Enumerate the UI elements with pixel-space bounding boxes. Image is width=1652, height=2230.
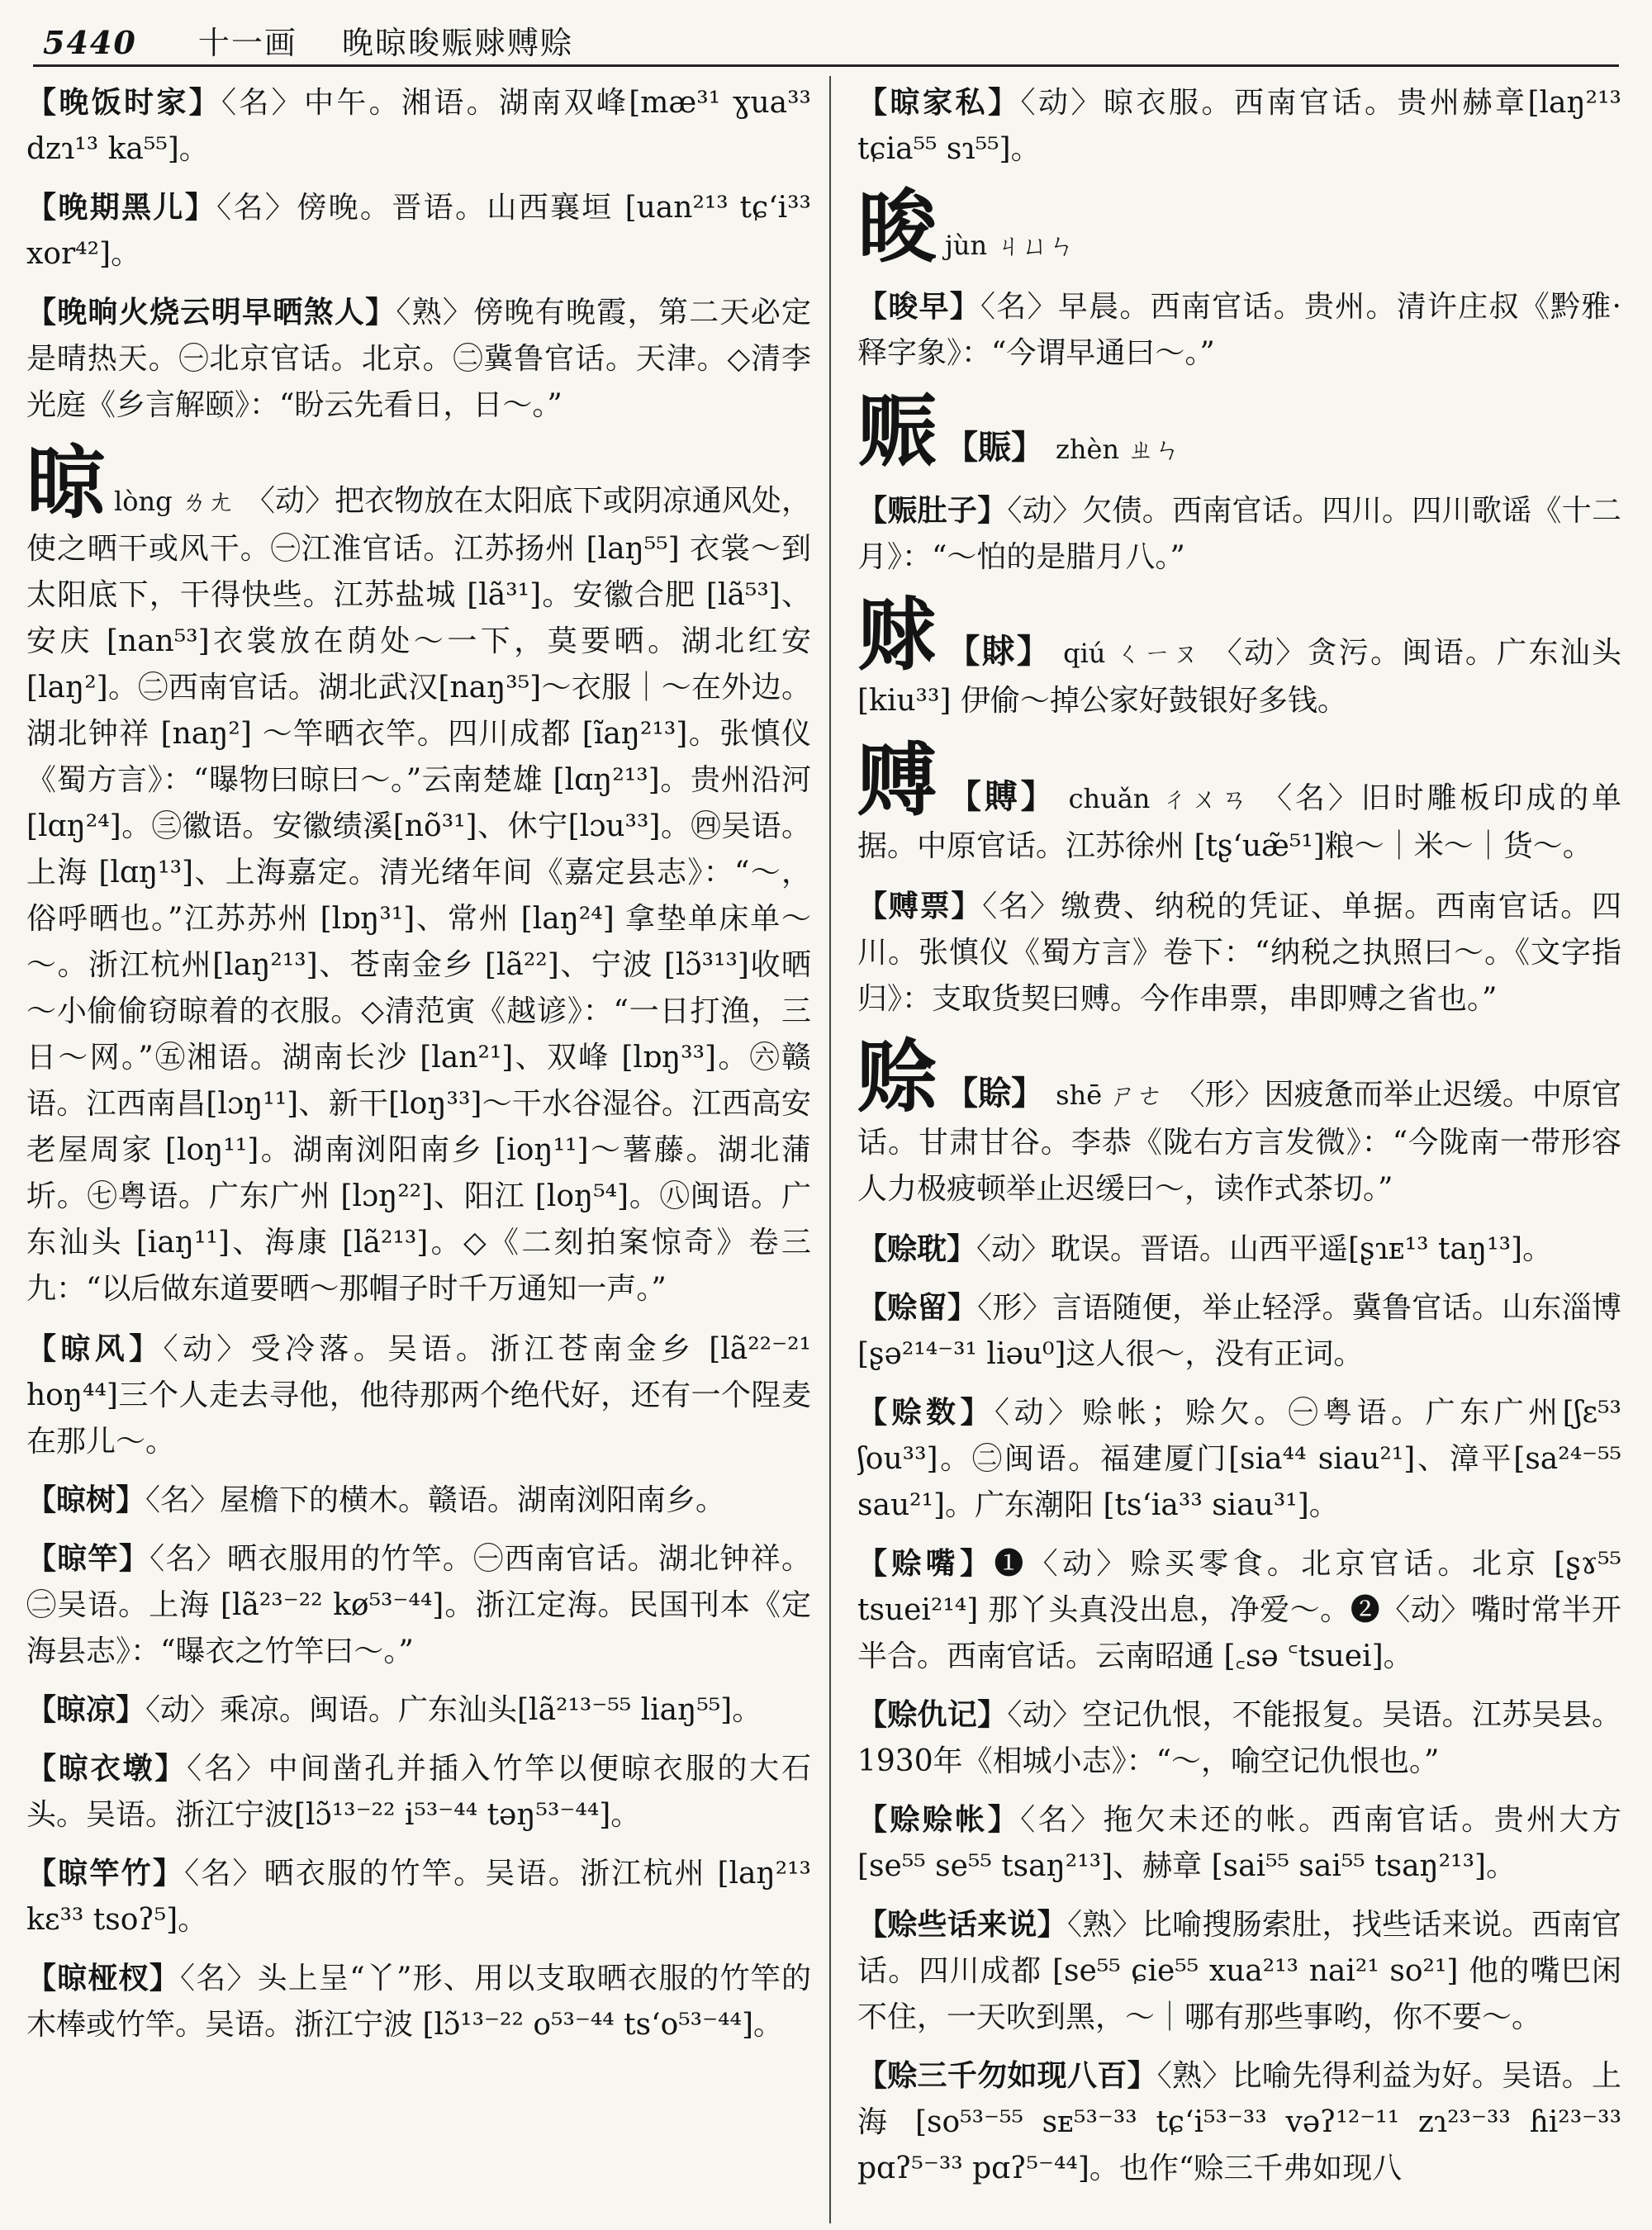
entry-headword: 【晙早】 <box>857 289 981 324</box>
definition-text: 〈动〉受冷落。吴语。浙江苍南金乡 [lã²²⁻²¹ hoŋ⁴⁴]三个人走去寻他，他待那两个绝代好，还有一个陧麦在那儿～。 <box>26 1332 811 1459</box>
entry-headword: 【晾家私】 <box>857 85 1021 120</box>
definition-text: 〈名〉旧时雕板印成的单据。中原官话。江苏徐州 [tʂ‘uæ̃⁵¹]粮～｜米～｜货～。 <box>857 781 1621 863</box>
entry-headword: 【赊三千勿如现八百】 <box>857 2058 1157 2093</box>
entry-headword: 【晚晌火烧云明早晒煞人】 <box>26 295 396 330</box>
entry-headword: 【赊赊帐】 <box>857 1802 1021 1837</box>
entry-headword: 【赊嘴】 <box>857 1546 995 1581</box>
stroke-section: 十一画 <box>197 25 297 61</box>
entry-headword: 【晚饭时家】 <box>26 85 221 120</box>
word-entry <box>26 289 811 429</box>
page-characters: 晚晾晙赈赇赙赊 <box>341 25 573 61</box>
definition-text: 〈名〉中间凿孔并插入竹竿以便晾衣服的大石头。吴语。浙江宁波[lɔ̃¹³⁻²² i⁵³⁻⁴⁴ təŋ⁵³⁻⁴⁴]。 <box>26 1752 811 1832</box>
definition-text: 〈形〉言语随便，举止轻浮。冀鲁官话。山东淄博[ʂə²¹⁴⁻³¹ liəu⁰]这人很～，没有正词。 <box>857 1291 1621 1371</box>
definition-text: 〈名〉屋檐下的横木。赣语。湖南浏阳南乡。 <box>145 1483 726 1517</box>
right-column <box>857 79 1621 2223</box>
traditional-form: 【賒】 <box>945 1074 1045 1113</box>
definition-text: 〈名〉早晨。西南官话。贵州。清许庄叔《黔雅·释字象》：“今谓早通曰～。” <box>857 290 1621 370</box>
word-entry <box>857 1796 1621 1890</box>
header-rule <box>33 64 1619 67</box>
headword-character: 赙 <box>857 733 937 827</box>
character-entry <box>857 1030 1621 1212</box>
word-entry <box>26 1535 811 1675</box>
word-entry <box>857 1540 1621 1680</box>
definition-text: 〈名〉晒衣服用的竹竿。㊀西南官话。湖北钟祥。㊁吴语。上海 [lã²³⁻²² kø⁵³⁻⁴⁴]。浙江定海。民国刊本《定海县志》：“曝衣之竹竿曰～。” <box>26 1542 811 1668</box>
entry-headword: 【晾风】 <box>26 1331 164 1366</box>
word-entry <box>857 1226 1621 1273</box>
entry-headword: 【赊留】 <box>857 1290 978 1325</box>
left-column <box>26 79 811 2223</box>
entry-headword: 【晾竿】 <box>26 1541 150 1576</box>
word-entry <box>857 1691 1621 1785</box>
word-entry <box>26 184 811 278</box>
entry-headword: 【晾桠杈】 <box>26 1961 180 1995</box>
word-entry <box>26 1955 811 2048</box>
definition-text: 〈名〉缴费、纳税的凭证、单据。西南官话。四川。张慎仪《蜀方言》卷下：“纳税之执照曰～。《文字指归》：支取货契曰赙。今作串票，串即赙之省也。” <box>857 890 1621 1016</box>
definition-text: 〈形〉因疲惫而举止迟缓。中原官话。甘肃甘谷。李恭《陇右方言发微》：“今陇南一带形容人力极疲顿举止迟缓曰～，读作式茶切。” <box>857 1078 1621 1206</box>
traditional-form: 【賕】 <box>945 632 1052 671</box>
pronunciation: zhèn ㄓㄣ <box>1056 434 1181 465</box>
word-entry <box>26 1326 811 1465</box>
word-entry <box>26 1745 811 1839</box>
headword-character: 晙 <box>857 180 937 273</box>
entry-headword: 【赊仇记】 <box>857 1697 1008 1732</box>
definition-text: 〈动〉晾衣服。西南官话。贵州赫章[laŋ²¹³ tɕia⁵⁵ sɿ⁵⁵]。 <box>857 86 1621 166</box>
entry-headword: 【赈肚子】 <box>857 493 1008 528</box>
headword-character: 赈 <box>857 384 937 477</box>
entry-headword: 【赊耽】 <box>857 1231 977 1266</box>
definition-text: 〈熟〉比喻先得利益为好。吴语。上海 [so⁵³⁻⁵⁵ sᴇ⁵³⁻³³ tɕ‘i⁵³⁻³³ vəʔ¹²⁻¹¹ zɿ²³⁻³³ ɦi²³⁻³³ pɑʔ⁵⁻³³ pɑʔ⁵⁻⁴⁴]。也作“赊三千弗如现八 <box>857 2059 1621 2185</box>
word-entry <box>857 487 1621 581</box>
definition-text: 〈动〉把衣物放在太阳底下或阴凉通风处，使之晒干或风干。㊀江淮官话。江苏扬州 [laŋ⁵⁵] 衣裳～到太阳底下，干得快些。江苏盐城 [lã³¹]。安徽合肥 [lã⁵³]、安庆 [nan⁵³]衣裳放在荫处～一下，莫要晒。湖北红安[laŋ²]。㊁西南官话。湖北武汉[naŋ³⁵]～衣服｜～在外边。湖北钟祥 [naŋ²] ～竿晒衣竿。四川成都 [ĩaŋ²¹³]。张慎仪《蜀方言》：“曝物曰晾曰～。”云南楚雄 [lɑŋ²¹³]。贵州沿河[lɑŋ²⁴]。㊂徽语。安徽绩溪[nõ³¹]、休宁[lɔu³³]。㊃吴语。上海 [lɑŋ¹³]、上海嘉定。清光绪年间《嘉定县志》：“～，俗呼晒也。”江苏苏州 [lɒŋ³¹]、常州 [laŋ²⁴] 拿垫单床单～～。浙江杭州[laŋ²¹³]、苍南金乡 [lã²²]、宁波 [lɔ̃³¹³]收晒～小偷偷窃晾着的衣服。◇清范寅《越谚》：“一日打渔，三日～网。”㊄湘语。湖南长沙 [lan²¹]、双峰 [lɒŋ³³]。㊅赣语。江西南昌[lɔŋ¹¹]、新干[loŋ³³]～干水谷湿谷。江西高安老屋周家 [loŋ¹¹]。湖南浏阳南乡 [ioŋ¹¹]～薯藤。湖北蒲圻。㊆粤语。广东广州 [lɔŋ²²]、阳江 [loŋ⁵⁴]。㊇闽语。广东汕头 [iaŋ¹¹]、海康 [lã²¹³]。◇《二刻拍案惊奇》卷三九：“以后做东道要晒～那帽子时千万通知一声。” <box>26 484 811 1306</box>
word-entry <box>857 1389 1621 1529</box>
pronunciation: chuǎn ㄔㄨㄢ <box>1068 783 1251 814</box>
definition-text: ❶〈动〉赊买零食。北京官话。北京 [ʂɤ⁵⁵ tsuei²¹⁴] 那丫头真没出息，净爱～。❷〈动〉嘴时常半开半合。西南官话。云南昭通 [꜀sə ꜂tsuei]。 <box>857 1547 1621 1673</box>
headword-character: 赊 <box>857 1030 937 1123</box>
definition-text: 〈动〉贪污。闽语。广东汕头[kiu³³] 伊偷～掉公家好鼓银好多钱。 <box>857 636 1621 718</box>
entry-headword: 【晾衣墩】 <box>26 1751 188 1786</box>
entry-headword: 【晚期黑儿】 <box>26 190 217 225</box>
pronunciation: jùn ㄐㄩㄣ <box>945 230 1075 261</box>
headword-character: 赇 <box>857 588 937 681</box>
definition-text: 〈动〉空记仇恨，不能报复。吴语。江苏吴县。1930年《相城小志》：“～，喻空记仇恨也。” <box>857 1698 1621 1778</box>
definition-text: 〈名〉中午。湘语。湖南双峰[mæ³¹ ɣua³³ dzɿ¹³ ka⁵⁵]。 <box>26 86 811 166</box>
word-entry <box>857 1901 1621 2041</box>
word-entry <box>26 1850 811 1943</box>
entry-headword: 【赊数】 <box>857 1395 995 1430</box>
word-entry <box>26 1477 811 1524</box>
traditional-form: 【賻】 <box>945 777 1057 816</box>
definition-text: 〈动〉赊帐；赊欠。㊀粤语。广东广州[ʃɛ⁵³ ʃou³³]。㊁闽语。福建厦门[sia⁴⁴ siau²¹]、漳平[sa²⁴⁻⁵⁵ sau²¹]。广东潮阳 [ts‘ia³³ siau³¹]。 <box>857 1396 1621 1522</box>
page-header <box>43 20 1612 66</box>
character-entry <box>857 733 1621 870</box>
definition-text: 〈动〉欠债。西南官话。四川。四川歌谣《十二月》：“～怕的是腊月八。” <box>857 494 1621 574</box>
definition-text: 〈熟〉比喻搜肠索肚，找些话来说。西南官话。四川成都 [se⁵⁵ ɕie⁵⁵ xua²¹³ nai²¹ so²¹] 他的嘴巴闲不住，一天吹到黑，～｜哪有那些事哟，你不要～。 <box>857 1908 1621 2034</box>
definition-text: 〈动〉乘凉。闽语。广东汕头[lã²¹³⁻⁵⁵ liaŋ⁵⁵]。 <box>145 1693 762 1727</box>
definition-text: 〈名〉晒衣服的竹竿。吴语。浙江杭州 [laŋ²¹³ kɛ³³ tsoʔ⁵]。 <box>26 1857 811 1937</box>
column-divider <box>829 76 831 2223</box>
entry-headword: 【晾凉】 <box>26 1692 146 1727</box>
word-entry <box>26 1687 811 1734</box>
word-entry <box>857 2052 1621 2192</box>
entry-headword: 【晾竿竹】 <box>26 1856 185 1891</box>
entry-headword: 【赊些话来说】 <box>857 1907 1067 1942</box>
word-entry <box>857 79 1621 173</box>
definition-text: 〈动〉耽误。晋语。山西平遥[ʂɿᴇ¹³ taŋ¹³]。 <box>976 1232 1553 1266</box>
word-entry <box>857 1284 1621 1378</box>
character-entry <box>857 384 1621 477</box>
word-entry <box>857 283 1621 377</box>
entry-headword: 【晾树】 <box>26 1483 146 1517</box>
traditional-form: 【賑】 <box>945 428 1044 467</box>
page-number: 5440 <box>43 24 137 61</box>
entry-headword: 【赙票】 <box>857 889 983 923</box>
character-entry <box>26 436 811 1312</box>
headword-character: 晾 <box>26 436 106 529</box>
word-entry <box>857 883 1621 1022</box>
word-entry <box>26 79 811 173</box>
definition-text: 〈名〉头上呈“丫”形、用以支取晒衣服的竹竿的木棒或竹竿。吴语。浙江宁波 [lɔ̃¹³⁻²² o⁵³⁻⁴⁴ ts‘o⁵³⁻⁴⁴]。 <box>26 1962 811 2042</box>
definition-text: 〈名〉拖欠未还的帐。西南官话。贵州大方 [se⁵⁵ se⁵⁵ tsaŋ²¹³]、赫章 [sai⁵⁵ sai⁵⁵ tsaŋ²¹³]。 <box>857 1803 1621 1883</box>
pronunciation: lòng ㄌㄤ <box>114 486 234 517</box>
definition-text: 〈名〉傍晚。晋语。山西襄垣 [uan²¹³ tɕ‘i³³ xor⁴²]。 <box>26 191 811 271</box>
definition-text: 〈熟〉傍晚有晚霞，第二天必定是晴热天。㊀北京官话。北京。㊁冀鲁官话。天津。◇清李光庭《乡言解颐》：“盼云先看日，日～。” <box>26 296 811 422</box>
pronunciation: shē ㄕㄜ <box>1056 1079 1164 1111</box>
character-entry <box>857 180 1621 273</box>
pronunciation: qiú ㄑㄧㄡ <box>1063 638 1201 669</box>
character-entry <box>857 588 1621 724</box>
